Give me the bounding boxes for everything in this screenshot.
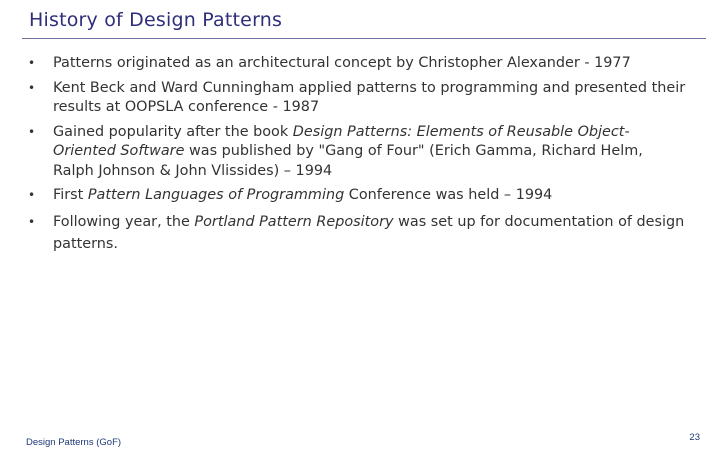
page-number: 23 — [689, 432, 700, 443]
text-run: Following year, the — [53, 213, 195, 230]
title-divider — [22, 38, 706, 39]
bullet-icon: • — [28, 124, 36, 139]
italic-title-run: Design Patterns: Elements of Reusable Object-Oriented Software — [53, 123, 630, 159]
text-run: was published by "Gang of Four" (Erich Gamma, Richard Helm, Ralph Johnson & John Vlissides) – 1994 — [53, 143, 643, 179]
italic-title-run: Pattern Languages of Programming — [87, 187, 345, 203]
text-run: was set up for documentation of design patterns. — [53, 213, 685, 252]
bullet-list — [26, 54, 686, 260]
bullet-text — [53, 214, 684, 252]
text-run: Conference was held – 1994 — [344, 187, 553, 203]
bullet-item — [26, 123, 686, 182]
bullet-text — [53, 55, 631, 71]
bullet-item — [26, 54, 686, 74]
bullet-item — [26, 186, 686, 206]
bullet-icon: • — [28, 214, 36, 229]
text-run: Kent Beck and Ward Cunningham applied patterns to programming and presented their results at OOPSLA conference - 1987 — [53, 79, 686, 115]
bullet-text — [53, 124, 643, 179]
text-run: Patterns originated as an architectural concept by Christopher Alexander - 1977 — [53, 55, 631, 71]
footer-label: Design Patterns (GoF) — [26, 437, 122, 448]
bullet-icon: • — [28, 80, 36, 95]
text-run: Gained popularity after the book — [53, 123, 293, 140]
bullet-text — [53, 187, 552, 203]
text-run: First — [53, 187, 88, 203]
slide-title: History of Design Patterns — [29, 9, 283, 31]
bullet-item — [26, 211, 686, 255]
bullet-item — [26, 79, 686, 118]
bullet-icon: • — [28, 188, 36, 202]
bullet-text — [53, 80, 685, 116]
bullet-icon: • — [28, 56, 36, 70]
italic-title-run: Portland Pattern Repository — [194, 213, 394, 230]
